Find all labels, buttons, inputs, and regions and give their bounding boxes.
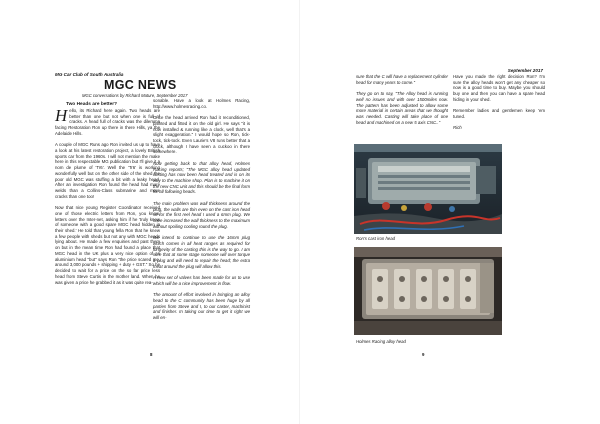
right-column-2 <box>453 74 545 137</box>
paragraph: A couple of MGC Runs ago Ron invited us up to have a look at his latest restoration project, a lovely British sports car from the 1960s. I will not mention the make here in this respectable MG publication but I'll give it a nom de plume of 'Tr6'. Well the 'Tr6' is working wonderfully well but on the other side of the shed the poor old MGC was stuffing a bit with a leaky head. After an investigation Ron found the head had more welds than a Collins-Class submarine and more cracks than one too! <box>55 142 160 199</box>
page-number-left: 8 <box>150 352 153 357</box>
alloy-head-caption: Holmes Racing alloy head <box>356 339 406 344</box>
right-column-1 <box>356 74 448 131</box>
alloy-head-image <box>354 247 502 335</box>
paragraph: sure that the C will have a replacement cylinder head for many years to come." <box>356 74 448 85</box>
paragraph: Remember ladies and gentlemen keep 'em tuned. <box>453 108 545 119</box>
signature: Rich <box>453 125 462 131</box>
article-heading: Two Heads are better? <box>66 102 118 107</box>
paragraph: The main problem was wall thickness around the plug, the walls are thin even on the cast iron head so for the first reel head I used a 6mm plug. We have increased the wall thickness to the maximum without spoiling cooling round the plug. <box>153 200 250 229</box>
club-header: MG Car Club of South Australia <box>55 72 124 77</box>
paragraph <box>55 108 160 137</box>
left-column-2 <box>153 98 250 327</box>
cast-iron-head-photo <box>354 144 502 234</box>
left-column-1 <box>55 108 160 291</box>
date-header: September 2017 <box>507 68 543 73</box>
paragraph: sonable. Have a look at Holmes Racing, http://www.holmesracing.co. <box>153 98 250 109</box>
paragraph: Now that nice young Register Coordinator received one of those electric letters from Ron, you know, letters over the Inter-net, asking him if he 'truly knew of someone with a good spare MGC head hidden in their shed.' He told that young fella Ron that he knew a few people with sheds but not any with MGC heads lying about. He made a few enquiries and past them on but in the mean time Ron had found a place that MGC head in the UK plus a very nice option of an aluminium head "but" says Ron "the price scared me, around 3,000 pounds + shipping + duty + GST." So he decided to wait for a price on the so far price less head from Steve Curtis in the mother land. When he was given a price he grabbed it as it was quite rea- <box>55 205 160 285</box>
paragraph: Now getting back to that alloy head, Holmes Racing reports; "The MGC alloy head updated casting has now been head treated and is on its way to the machine shop. Plan is to machine it on the new CNC unit and this should be the final form for all following heads. <box>153 160 250 195</box>
article-title: MGC NEWS <box>104 78 177 92</box>
paragraph: They go on to say, "The Alloy head is running well no issues and with over 1500miles now. The pattern has been adjusted to allow some more material in certain areas that we thought was needed. Casting will take place of one head and machined on a new 5 axis CNC.." <box>356 91 448 125</box>
engine-bay-image <box>354 144 502 234</box>
drop-cap: H <box>55 106 68 125</box>
alloy-head-photo <box>354 247 502 335</box>
article-subtitle: MGC conversations by Richard Mature, September 2017 <box>82 93 188 98</box>
paragraph: A new set of valves has been made for us to use which will be a nice improvement in flow. <box>153 275 250 286</box>
right-page <box>300 0 600 424</box>
cast-iron-head-caption: Ron's cast iron head <box>356 236 396 241</box>
paragraph: The amount of effort involved in bringing an alloy head to the C community has been huge by all parties from Steve and I, to our caster, machinist and finisher. In taking our time to get it right we will en- <box>153 292 250 321</box>
paragraph: We intend to continue to use the 16mm plug which comes in all heat ranges as required for longevity of the casting this is the way to go. I am sure that at some stage someone will over torque a plug and will need to repair the head; the extra meat around the plug will allow this. <box>153 235 250 269</box>
paragraph: Have you made the right decision Ron? I'm sure the alloy heads won't get any cheaper so now is a good time to buy. Maybe you should buy one and then you can have a spare head hiding in your shed. <box>453 74 545 102</box>
paragraph-text: ello, its Richard here again. Two heads are better than one but not when one is full of cracks. A head full of cracks was the dilemma facing Restoration Ron up there in there Hills, ya the Adelaide Hills. <box>55 108 160 136</box>
page-number-right: 9 <box>422 352 425 357</box>
paragraph: Once the head arrived Ron had it reconditioned, painted and fitted it on the old girl. He says "it is now installed & running like a clock, well that's a slight exaggeration." I would hope so Ron, tick-tock, tick-tock. Even Laurie's V8 runs better that a clock, although I have seen a cuckoo in there somewhere. <box>153 115 250 155</box>
